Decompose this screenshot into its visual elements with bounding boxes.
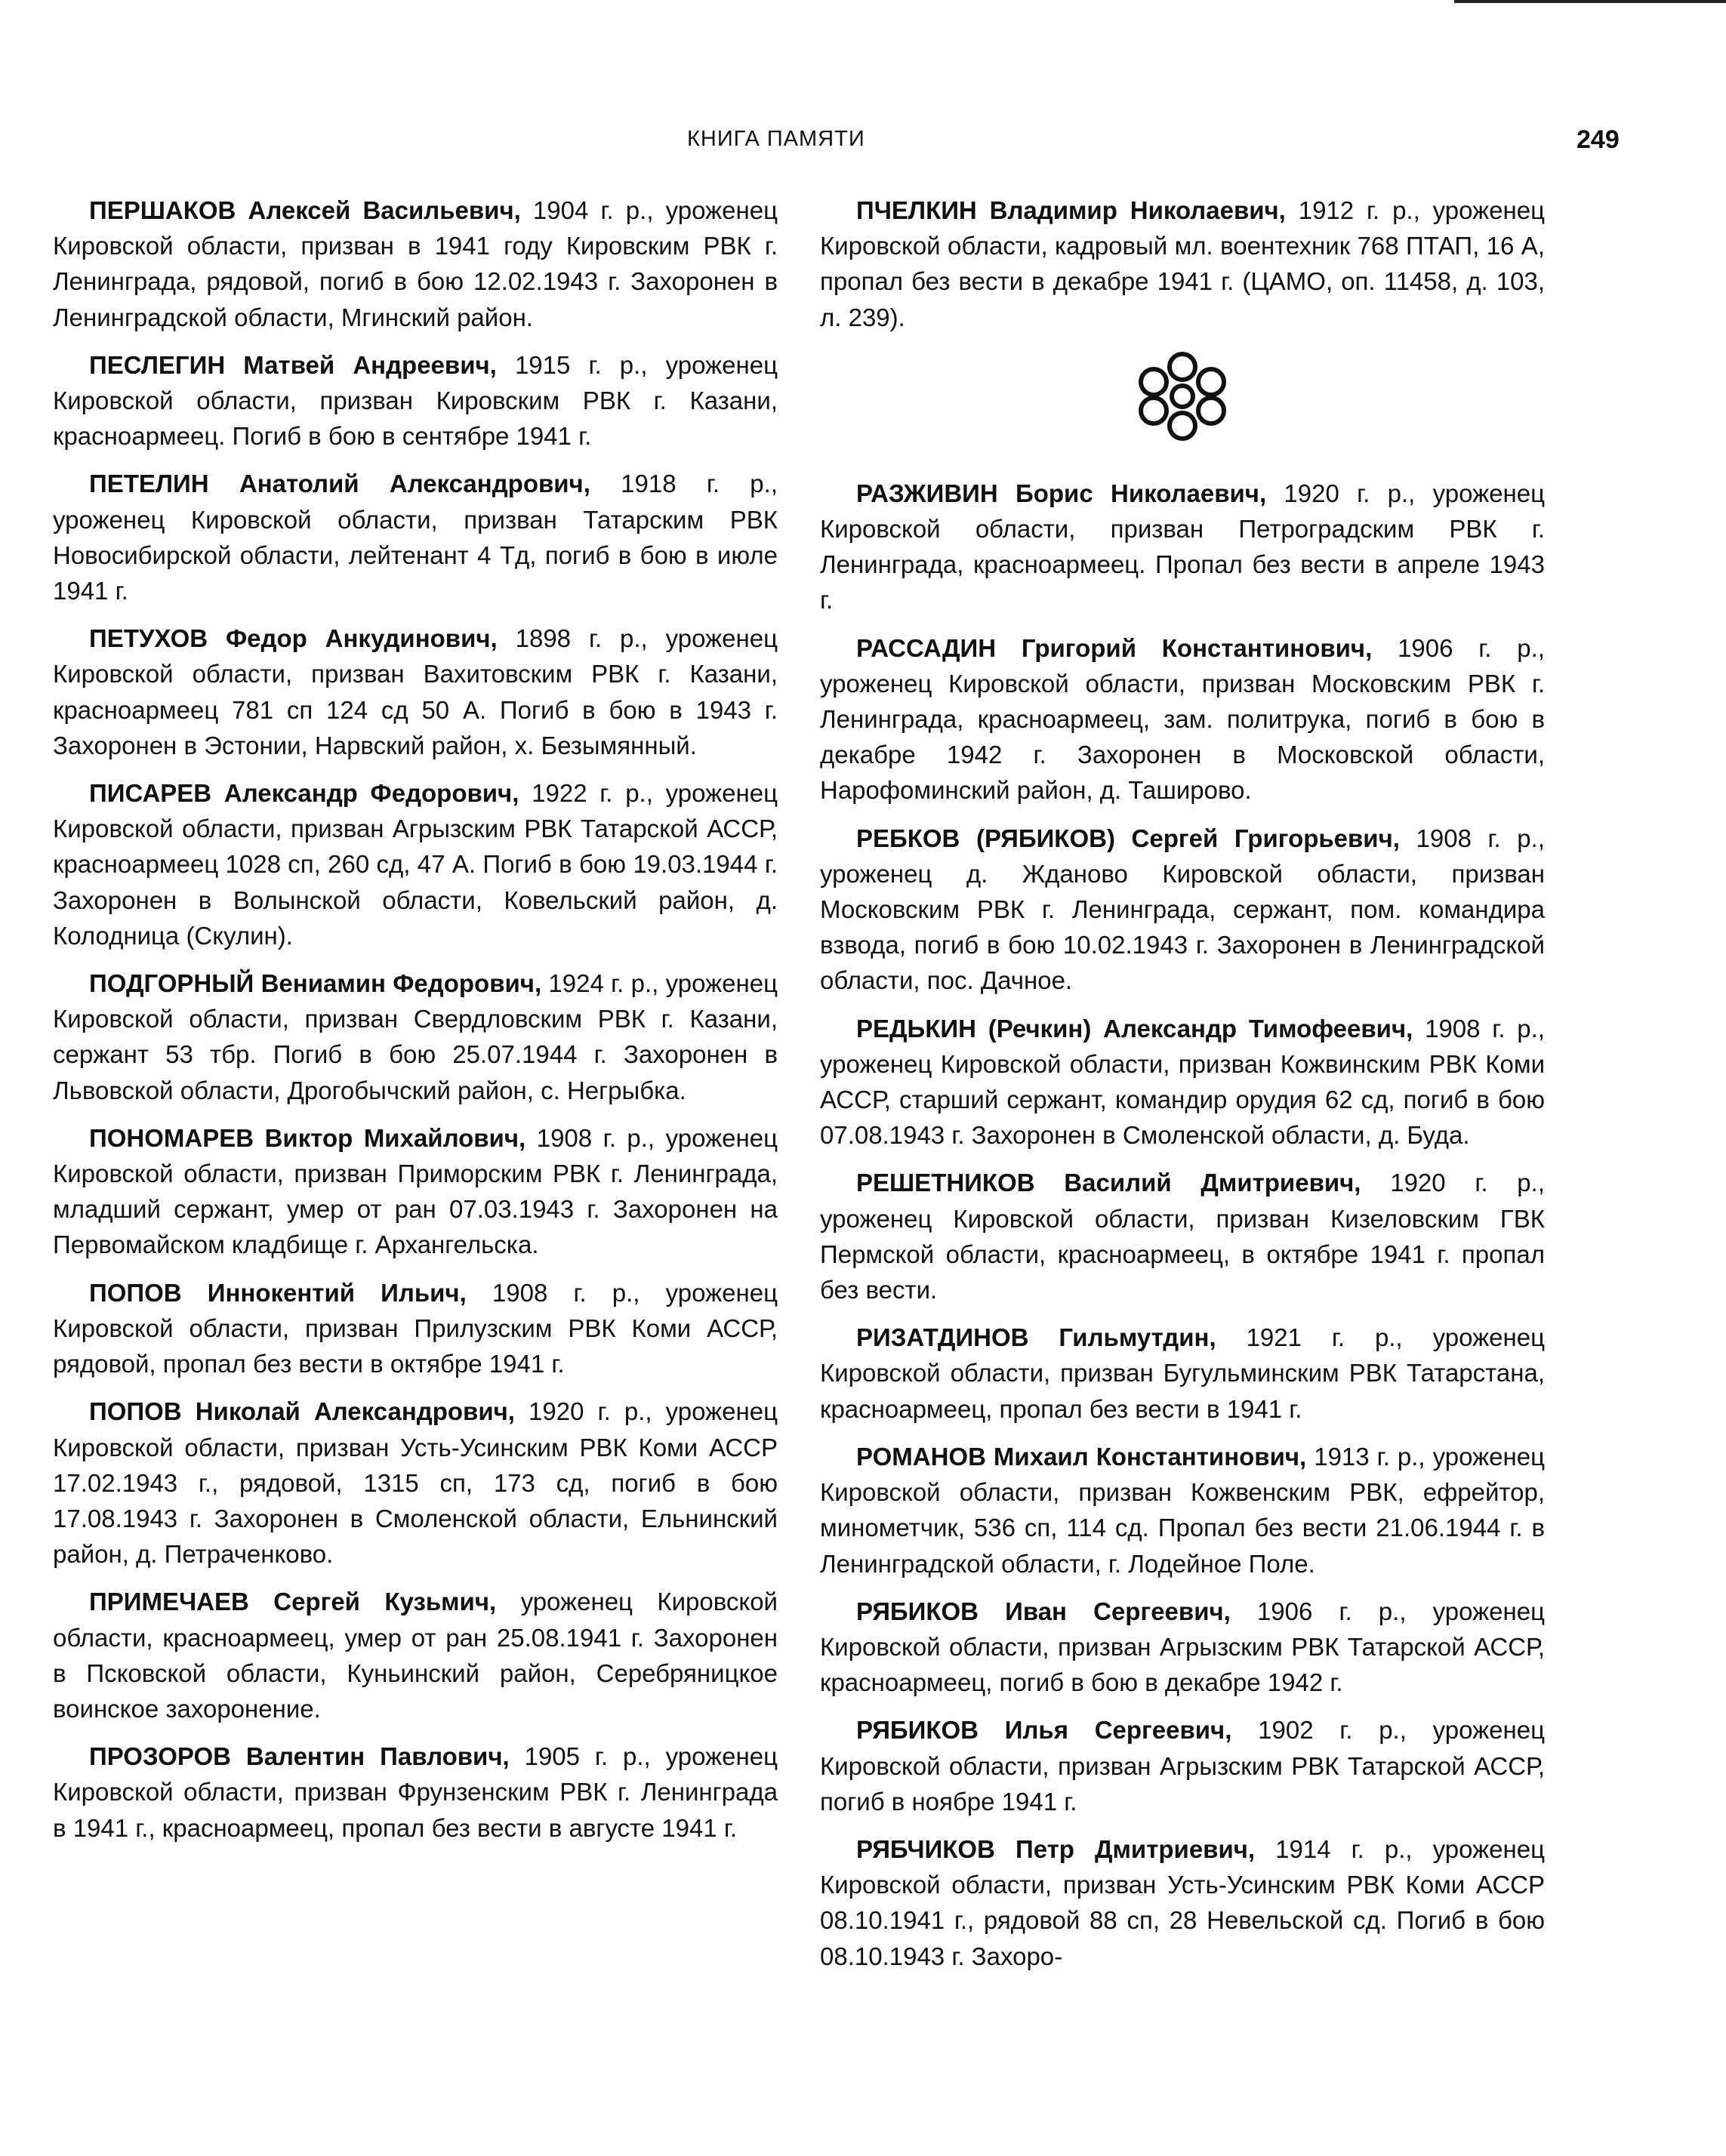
memorial-entry [53,347,778,454]
entry-name: ПОПОВ Николай Александрович, [89,1397,515,1426]
entry-text: 1905 г. р., уроженец Кировской области, призван Фрунзенским РВК г. Ленинграда в 1941 г., красноармеец, пропал без вести в августе 1941 г. [53,1742,778,1842]
entry-name: РЕШЕТНИКОВ Василий Дмитриевич, [856,1169,1361,1197]
entry-name: ПРОЗОРОВ Валентин Павлович, [89,1742,510,1771]
entry-name: ПОДГОРНЫЙ Вениамин Федорович, [89,969,542,998]
entry-text: 1908 г. р., уроженец Кировской области, призван Кожвинским РВК Коми АССР, старший сержант, командир орудия 62 сд, погиб в бою 07.08.1943 г. Захоронен в Смоленской области, д. Буда. [820,1014,1545,1150]
memorial-entry [820,630,1545,808]
memorial-entry [820,1011,1545,1153]
memorial-entry [53,192,778,335]
page-number: 249 [1577,125,1620,154]
entry-text: 1914 г. р., уроженец Кировской области, призван Усть-Усинским РВК Коми АССР 08.10.1941 г., рядовой 88 сп, 28 Невельской сд. Погиб в бою 08.10.1943 г. Захоро- [820,1834,1545,1970]
entry-name: ПЕТУХОВ Федор Анкудинович, [89,624,498,653]
memorial-entry [53,1275,778,1382]
entry-text: 1924 г. р., уроженец Кировской области, призван Свердловским РВК г. Казани, сержант 53 тбр. Погиб в бою 25.07.1944 г. Захоронен в Львовской области, Дрогобычский район, с. Негрыбка. [53,969,778,1104]
entry-text: 1908 г. р., уроженец Кировской области, призван Приморским РВК г. Ленинграда, младший сержант, умер от ран 07.03.1943 г. Захоронен на Первомайском кладбище г. Архангельска. [53,1123,778,1259]
right-column-top [820,192,1545,335]
memorial-entry [820,1165,1545,1307]
entry-text: 1921 г. р., уроженец Кировской области, призван Бугульминским РВК Татарстана, красноармеец, пропал без вести в 1941 г. [820,1323,1546,1423]
right-column [820,192,1545,1986]
memorial-entry [820,821,1545,999]
entry-name: ПОПОВ Иннокентий Ильич, [89,1278,467,1307]
memorial-entry [53,775,778,953]
entry-name: РАССАДИН Григорий Константинович, [856,633,1373,662]
memorial-entry [820,1594,1545,1701]
memorial-entry [53,466,778,608]
entry-text: 1906 г. р., уроженец Кировской области, призван Московским РВК г. Ленинграда, красноармеец, зам. политрука, погиб в бою в декабре 1942 г. Захоронен в Московской области, Нарофоминский район, д. Таширово. [820,633,1545,805]
entry-text: 1898 г. р., уроженец Кировской области, призван Вахитовским РВК г. Казани, красноармеец 781 сп 124 сд 50 А. Погиб в бою в 1943 г. Захоронен в Эстонии, Нарвский район, х. Безымянный. [53,624,778,759]
entry-name: РЯБИКОВ Иван Сергеевич, [856,1597,1231,1625]
memorial-entry [820,1320,1545,1427]
entry-text: 1922 г. р., уроженец Кировской области, призван Агрызским РВК Татарской АССР, красноармеец 1028 сп, 260 сд, 47 А. Погиб в бою 19.03.1944 г. Захоронен в Волынской области, Ковельский район, д. Колодница (Скулин). [53,779,778,950]
entry-name: РЕБКОВ (РЯБИКОВ) Сергей Григорьевич, [856,824,1400,852]
entry-name: ПЕРШАКОВ Алексей Васильевич, [89,196,521,224]
entry-name: РЯБЧИКОВ Петр Дмитриевич, [856,1834,1256,1863]
entry-text: 1915 г. р., уроженец Кировской области, призван Кировским РВК г. Казани, красноармеец. Погиб в бою в сентябре 1941 г. [53,350,778,451]
memorial-entry [53,1394,778,1572]
entry-text: 1918 г. р., уроженец Кировской области, призван Татарским РВК Новосибирской области, лейтенант 4 Тд, погиб в бою в июле 1941 г. [53,470,778,605]
running-title: КНИГА ПАМЯТИ [687,127,865,151]
memorial-entry [820,476,1545,618]
entry-name: РЕДЬКИН (Речкин) Александр Тимофеевич, [856,1014,1413,1043]
entry-name: ПОНОМАРЕВ Виктор Михайлович, [89,1123,526,1152]
entry-text: 1920 г. р., уроженец Кировской области, призван Петроградским РВК г. Ленинграда, красноармеец. Пропал без вести в апреле 1943 г. [820,479,1546,614]
memorial-entry [820,1831,1545,1974]
left-column [53,192,778,1858]
entry-name: ПЕТЕЛИН Анатолий Александрович, [89,470,590,498]
right-column-bottom [820,476,1545,1974]
memorial-entry [53,1584,778,1726]
entry-text: 1908 г. р., уроженец д. Жданово Кировской области, призван Московским РВК г. Ленинграда, сержант, пом. командира взвода, погиб в бою 10.02.1943 г. Захоронен в Ленинградской области, пос. Дачное. [820,824,1545,995]
memorial-entry [820,192,1545,335]
memorial-entry [820,1712,1545,1819]
memorial-entry [820,1439,1545,1582]
entry-text: 1920 г. р., уроженец Кировской области, призван Усть-Усинским РВК Коми АССР 17.02.1943 г., рядовой, 1315 сп, 173 сд, погиб в бою 17.08.1943 г. Захоронен в Смоленской области, Ельнинский район, д. Петраченково. [53,1397,778,1569]
entry-text: 1913 г. р., уроженец Кировской области, призван Кожвенским РВК, ефрейтор, минометчик, 536 сп, 114 сд. Пропал без вести 21.06.1944 г. в Ленинградской области, г. Лодейное Поле. [820,1442,1546,1578]
entry-name: РАЗЖИВИН Борис Николаевич, [856,479,1267,507]
memorial-entry [53,1739,778,1846]
entry-text: 1908 г. р., уроженец Кировской области, призван Прилузским РВК Коми АССР, рядовой, пропал без вести в октябре 1941 г. [53,1278,778,1378]
memorial-entry [53,621,778,763]
entry-name: РОМАНОВ Михаил Константинович, [856,1442,1307,1471]
top-edge-rule [1454,0,1726,3]
entry-text: 1912 г. р., уроженец Кировской области, кадровый мл. воентехник 768 ПТАП, 16 А, пропал без вести в декабре 1941 г. (ЦАМО, оп. 11458, д. 103, л. 239). [820,196,1545,331]
entry-name: ПЧЕЛКИН Владимир Николаевич, [856,196,1286,224]
entry-text: 1902 г. р., уроженец Кировской области, призван Агрызским РВК Татарской АССР, погиб в ноябре 1941 г. [820,1716,1545,1816]
entry-text: уроженец Кировской области, красноармеец, умер от ран 25.08.1941 г. Захоронен в Псковской области, Куньинский район, Серебряницкое воинское захоронение. [53,1588,778,1723]
rosette-ornament-icon [1130,347,1235,445]
entry-text: 1920 г. р., уроженец Кировской области, призван Кизеловским ГВК Пермской области, красноармеец, в октябре 1941 г. пропал без вести. [820,1169,1545,1304]
entry-name: ПИСАРЕВ Александр Федорович, [89,779,519,808]
memorial-entry [53,1120,778,1263]
entry-name: РИЗАТДИНОВ Гильмутдин, [856,1323,1216,1352]
entry-name: РЯБИКОВ Илья Сергеевич, [856,1716,1232,1745]
entry-name: ПЕСЛЕГИН Матвей Андреевич, [89,350,497,379]
entry-text: 1904 г. р., уроженец Кировской области, призван в 1941 году Кировским РВК г. Ленинграда, рядовой, погиб в бою 12.02.1943 г. Захоронен в Ленинградской области, Мгинский район. [53,196,778,331]
entry-name: ПРИМЕЧАЕВ Сергей Кузьмич, [89,1588,497,1616]
memorial-entry [53,966,778,1108]
entry-text: 1906 г. р., уроженец Кировской области, призван Агрызским РВК Татарской АССР, красноармеец, погиб в бою в декабре 1942 г. [820,1597,1546,1697]
